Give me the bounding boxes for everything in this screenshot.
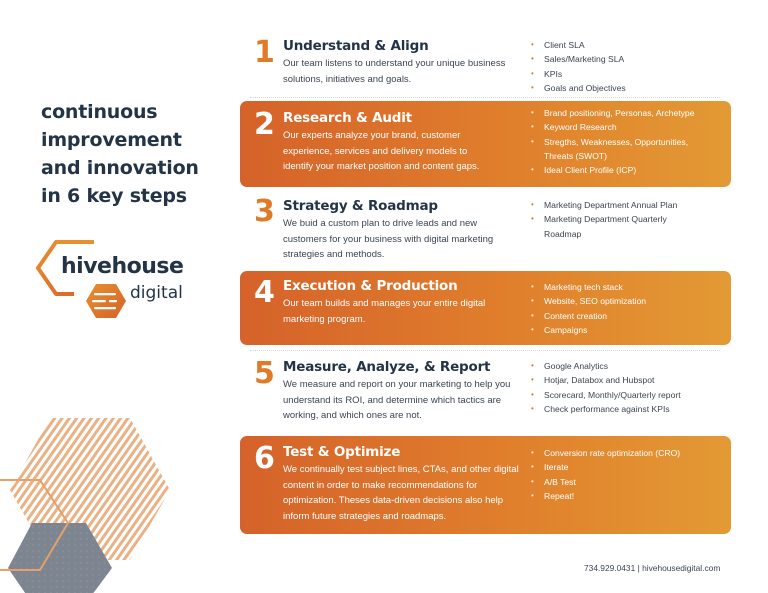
step-bullets	[530, 359, 730, 416]
bullet-item: • Brand positioning, Personas, Archetype	[530, 106, 710, 120]
bullet-item: • Content creation	[530, 309, 730, 323]
step-3	[240, 193, 731, 263]
headline-line: in 6 key steps	[41, 185, 187, 207]
bullet-item: • Keyword Research	[530, 120, 710, 134]
bullet-item: • Marketing Department Quarterly Roadmap	[530, 212, 695, 241]
headline-line: and innovation	[41, 157, 199, 179]
decorative-hexagons-icon	[0, 410, 240, 593]
step-description: Our team builds and manages your entire digital marketing program.	[283, 298, 486, 325]
hexagon-logo-icon	[34, 236, 194, 324]
bullet-item: • Marketing Department Annual Plan	[530, 198, 695, 212]
step-description: We measure and report on your marketing to help you understand its ROI, and determine which tactics are working, and which ones are not.	[283, 379, 511, 421]
divider	[250, 350, 720, 351]
step-title: Execution & Production	[283, 278, 458, 294]
hivehouse-logo	[34, 236, 194, 324]
bullet-item: • Repeat!	[530, 489, 730, 503]
step-1	[240, 34, 731, 94]
bullet-item: • Scorecard, Monthly/Quarterly report	[530, 388, 730, 402]
footer-phone: 734.929.0431	[584, 563, 636, 573]
step-2	[240, 101, 731, 187]
page-headline	[41, 98, 231, 210]
step-description: Our team listens to understand your unique business solutions, initiatives and goals.	[283, 58, 506, 85]
step-description: We continually test subject lines, CTAs, and other digital content in order to make recommendations for optimization. Theses data-driven decisions also help inform future strategies and roadmaps.	[283, 464, 519, 522]
logo-wordmark: hivehouse	[61, 254, 184, 279]
step-number: 6	[254, 441, 275, 476]
bullet-item: • Ideal Client Profile (ICP)	[530, 163, 710, 177]
bullet-item: • Iterate	[530, 460, 730, 474]
step-title: Measure, Analyze, & Report	[283, 359, 491, 375]
bullet-item: • A/B Test	[530, 475, 730, 489]
bullet-item: • Conversion rate optimization (CRO)	[530, 446, 730, 460]
headline-line: continuous	[41, 101, 158, 123]
bullet-item: • Check performance against KPIs	[530, 402, 730, 416]
step-number: 3	[254, 194, 275, 229]
footer-divider: |	[637, 563, 640, 573]
footer-website-link[interactable]: hivehousedigital.com	[642, 563, 721, 573]
bullet-item: • KPIs	[530, 67, 730, 81]
step-number: 1	[254, 35, 275, 70]
step-title: Strategy & Roadmap	[283, 198, 438, 214]
step-4	[240, 271, 731, 345]
bullet-item: • Marketing tech stack	[530, 280, 730, 294]
bullet-item: • Stregths, Weaknesses, Opportunities, Threats (SWOT)	[530, 135, 710, 164]
step-5	[240, 355, 731, 427]
headline-line: improvement	[41, 129, 182, 151]
bullet-item: • Client SLA	[530, 38, 730, 52]
bullet-item: • Website, SEO optimization	[530, 294, 730, 308]
step-bullets	[530, 38, 730, 95]
divider	[250, 97, 720, 98]
bullet-item: • Sales/Marketing SLA	[530, 52, 730, 66]
bullet-item: • Campaigns	[530, 323, 730, 337]
step-description: Our experts analyze your brand, customer experience, services and delivery models to identify your market position and content gaps.	[283, 130, 480, 172]
step-title: Research & Audit	[283, 110, 412, 126]
step-6	[240, 436, 731, 534]
step-title: Test & Optimize	[283, 444, 401, 460]
bullet-item: • Google Analytics	[530, 359, 730, 373]
footer-contact	[584, 563, 720, 573]
step-bullets	[530, 106, 710, 177]
step-bullets	[530, 446, 730, 503]
bullet-item: • Hotjar, Databox and Hubspot	[530, 373, 730, 387]
step-number: 2	[254, 107, 275, 142]
step-bullets	[530, 280, 730, 337]
step-bullets	[530, 198, 695, 241]
logo-subword: digital	[130, 283, 183, 303]
step-description: We buid a custom plan to drive leads and new customers for your business with digital marketing strategies and methods.	[283, 218, 494, 260]
step-number: 5	[254, 356, 275, 391]
bullet-item: • Goals and Objectives	[530, 81, 730, 95]
step-title: Understand & Align	[283, 38, 429, 54]
step-number: 4	[254, 275, 275, 310]
